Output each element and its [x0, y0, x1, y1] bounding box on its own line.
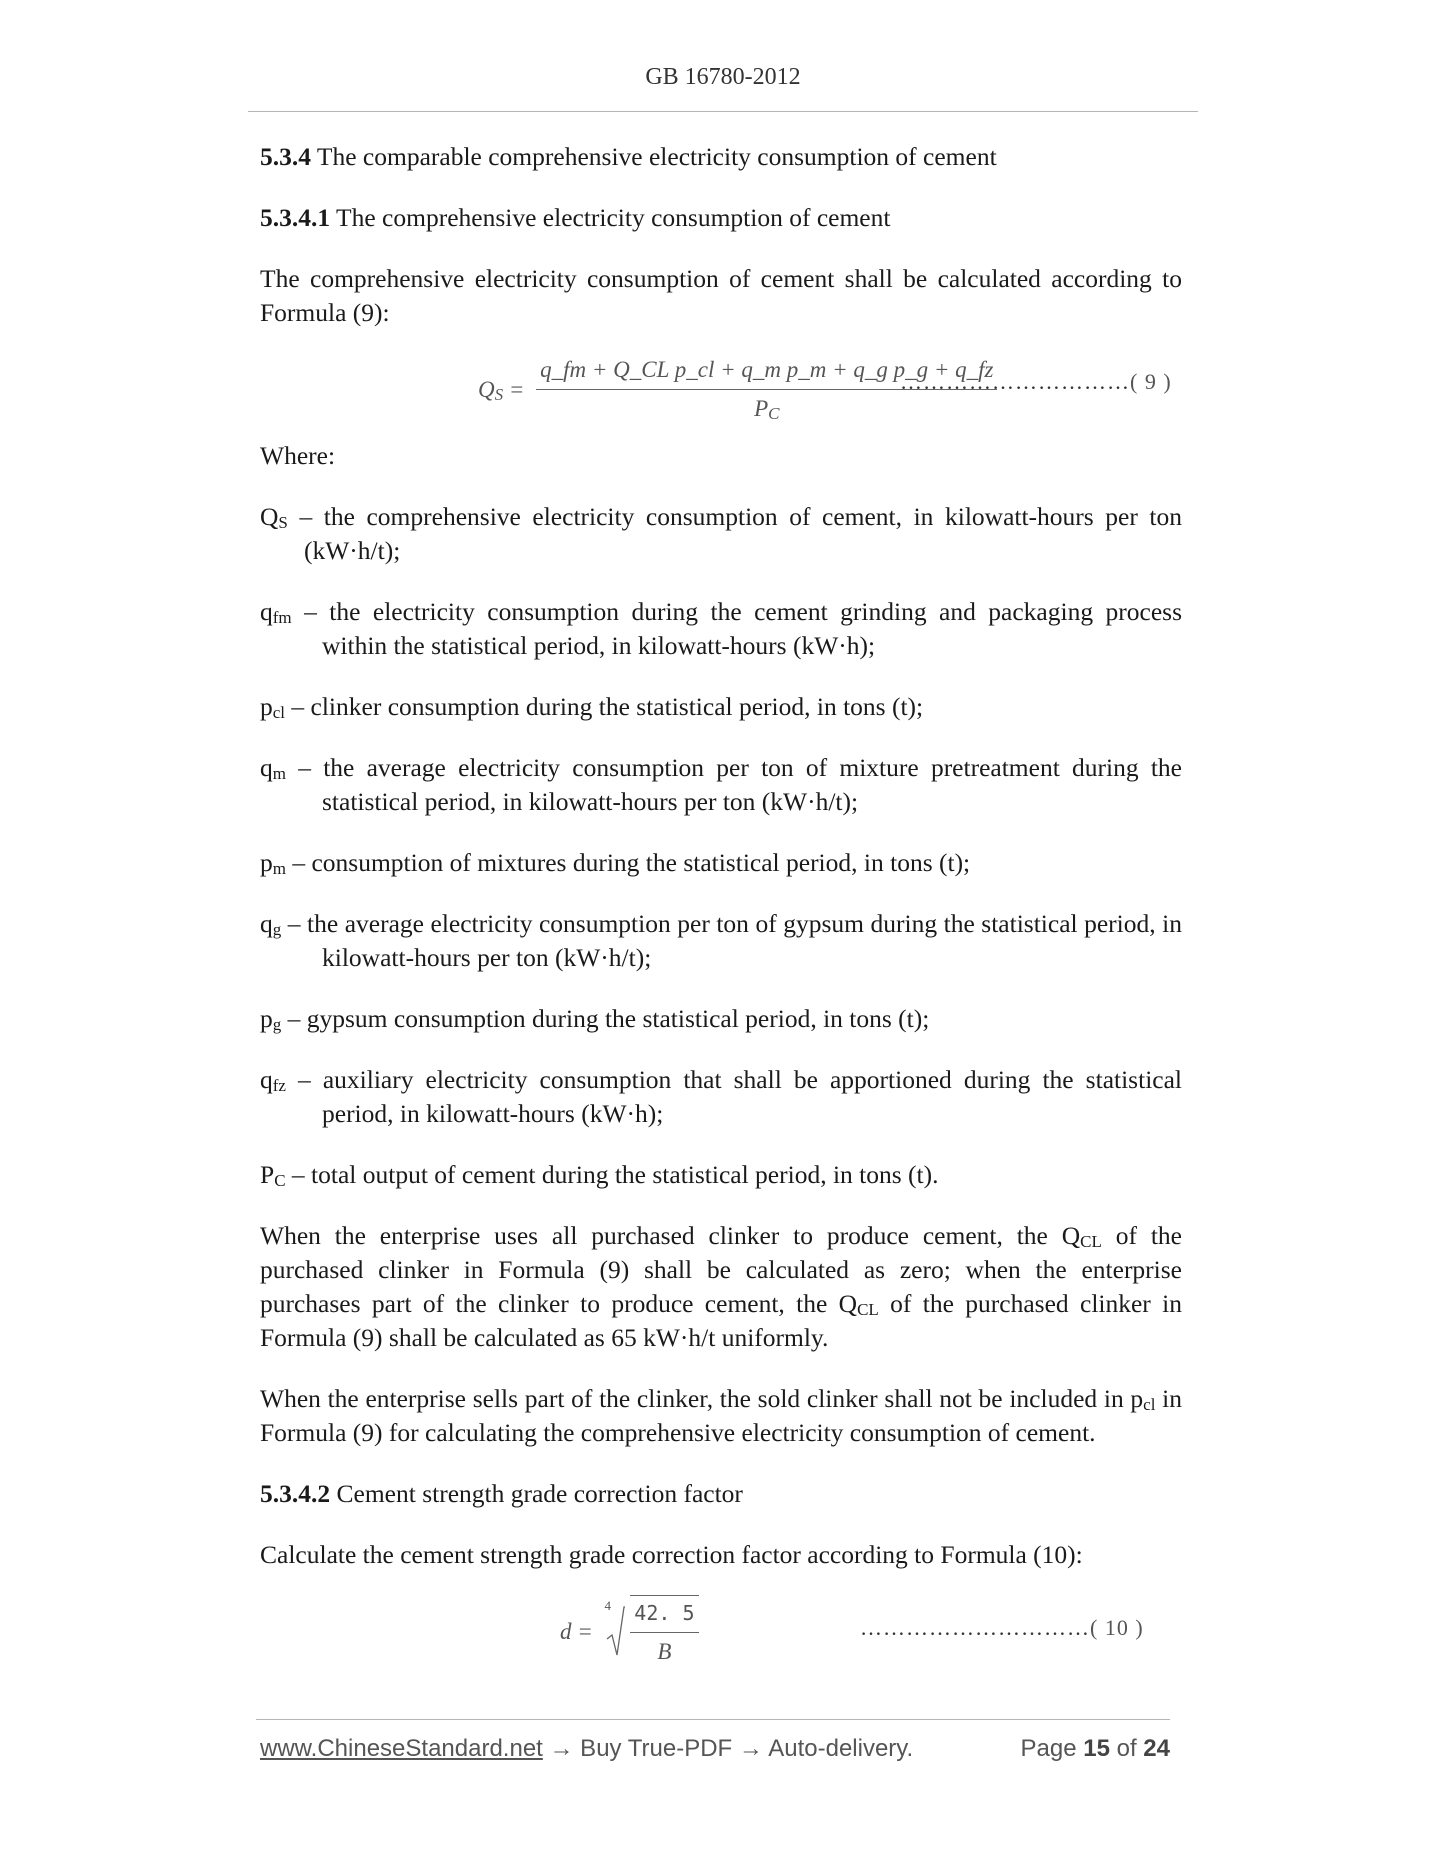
definition-qm: $q_m$ – the average electricity consumption per ton of mixture pretreatment during the statistical period, in kilowatt-hours per ton (kW·h/t);	[260, 753, 1182, 816]
formula-10-fraction	[630, 1595, 698, 1669]
paragraph-intro-formula-9: The comprehensive electricity consumption of cement shall be calculated according to Formula (9):	[260, 264, 1182, 327]
current-page: 15	[1083, 1735, 1110, 1762]
document-code-header: GB 16780-2012	[645, 64, 801, 90]
definition-qg: $q_g$ – the average electricity consumption per ton of gypsum during the statistical period, in kilowatt-hours per ton (kW·h/t);	[260, 909, 1182, 972]
section-heading-5-3-4-2	[260, 1477, 1182, 1511]
formula-9	[260, 353, 1182, 423]
formula-9-leader: …………………………( 9 )	[900, 369, 1172, 394]
formula-9-lhs: $Q_S$ =	[478, 376, 525, 404]
definition-pm: $p_m$ – consumption of mixtures during the statistical period, in tons (t);	[260, 848, 971, 878]
section-title: The comparable comprehensive electricity consumption of cement	[311, 142, 997, 171]
section-heading-5-3-4-1	[260, 201, 1182, 235]
paragraph-purchased-clinker: When the enterprise uses all purchased clinker to produce cement, the $Q_{CL}$ of the purchased clinker in Formula (9) shall be calculated as zero; when the enterprise purchases part of the clinker to produce cement, the $Q_{CL}$ of the purchased clinker in Formula (9) shall be calculated as 65 kW·h/t uniformly.	[260, 1221, 1182, 1352]
header-divider	[248, 111, 1198, 112]
formula-10-lhs: d =	[560, 1619, 593, 1644]
paragraph-intro-formula-10: Calculate the cement strength grade correction factor according to Formula (10):	[260, 1540, 1083, 1569]
definition-pc: $P_C$ – total output of cement during the statistical period, in tons (t).	[260, 1160, 939, 1190]
website-link[interactable]: www.ChineseStandard.net	[260, 1735, 543, 1762]
formula-9-number: ( 9 )	[1130, 369, 1172, 394]
formula-10-radical	[605, 1595, 699, 1669]
page-footer	[260, 1735, 1170, 1763]
formula-10-denominator: B	[657, 1639, 672, 1664]
document-body	[260, 140, 1182, 1681]
formula-10-expression	[560, 1595, 699, 1669]
definition-qs: $Q_S$ – the comprehensive electricity consumption of cement, in kilowatt-hours per ton (kW·h/t);	[260, 502, 1182, 565]
formula-10-leader: …………………………( 10 )	[860, 1615, 1144, 1640]
formula-10-numerator: 42. 5	[630, 1596, 698, 1633]
definition-qfz: $q_{fz}$ – auxiliary electricity consumption that shall be apportioned during the statistical period, in kilowatt-hours (kW·h);	[260, 1065, 1182, 1128]
formula-9-numerator: q_fm + Q_CL p_cl + q_m p_m + q_g p_g + q_fz	[536, 353, 997, 390]
footer-divider	[256, 1719, 1170, 1720]
section-heading-5-3-4	[260, 140, 1182, 174]
formula-10-number: ( 10 )	[1090, 1615, 1144, 1640]
section-title: Cement strength grade correction factor	[330, 1479, 743, 1508]
root-index: 4	[604, 1598, 612, 1613]
section-number: 5.3.4.2	[260, 1479, 331, 1508]
definition-qfm: $q_{fm}$ – the electricity consumption during the cement grinding and packaging process within the statistical period, in kilowatt-hours (kW·h);	[260, 597, 1182, 660]
page-indicator: Page 15 of 24	[1020, 1735, 1170, 1762]
footer-tagline: → Buy True-PDF → Auto-delivery.	[542, 1735, 914, 1762]
where-label: Where:	[260, 441, 336, 470]
section-number: 5.3.4.1	[260, 203, 331, 232]
section-title: The comprehensive electricity consumption of cement	[330, 203, 891, 232]
definition-pg: $p_g$ – gypsum consumption during the statistical period, in tons (t);	[260, 1004, 930, 1034]
total-pages: 24	[1143, 1735, 1170, 1762]
formula-10	[260, 1595, 1182, 1664]
formula-9-denominator: $P_C$	[754, 396, 780, 423]
paragraph-sold-clinker: When the enterprise sells part of the clinker, the sold clinker shall not be included in $p_{cl}$ in Formula (9) for calculating the comprehensive electricity consumption of cement.	[260, 1384, 1182, 1447]
definition-pcl: $p_{cl}$ – clinker consumption during the statistical period, in tons (t);	[260, 692, 924, 722]
section-number: 5.3.4	[260, 142, 311, 171]
